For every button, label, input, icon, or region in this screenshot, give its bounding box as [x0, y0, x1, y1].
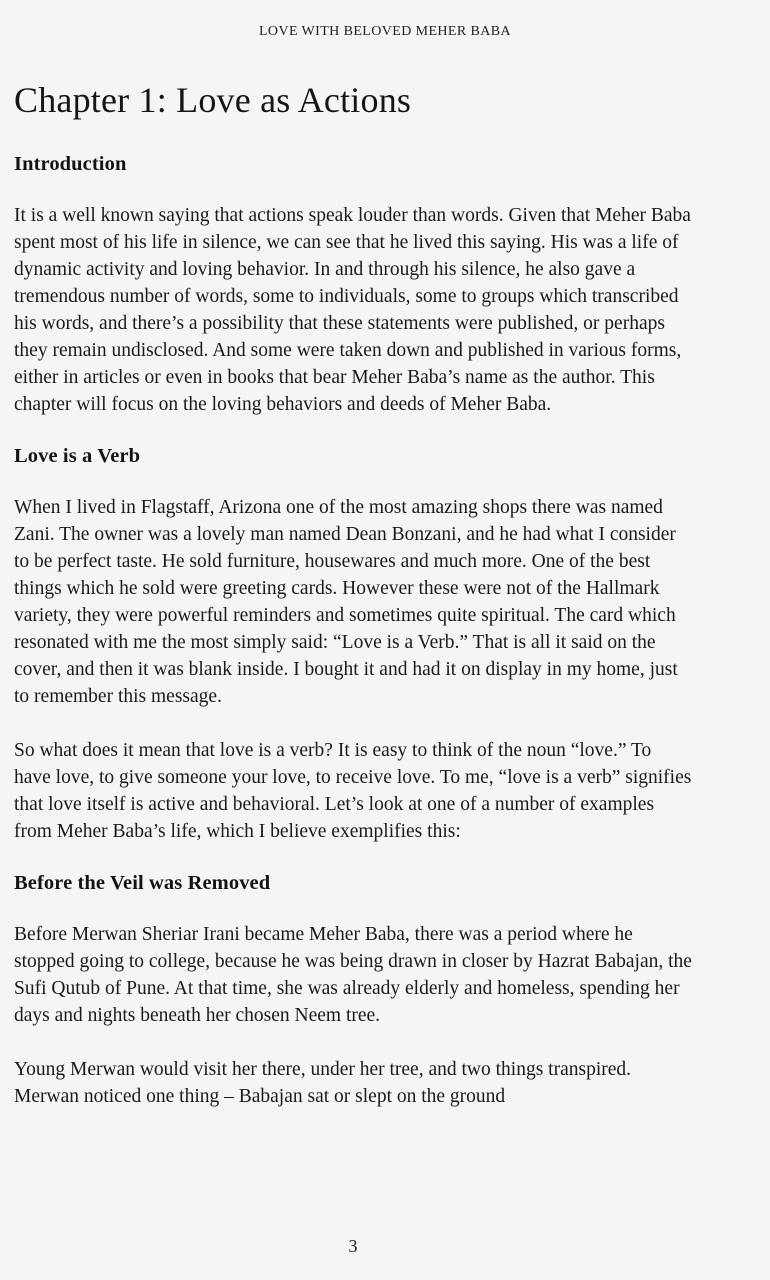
page-content — [14, 80, 692, 1110]
section-heading-introduction: Introduction — [14, 153, 127, 176]
section-heading-before-the-veil: Before the Veil was Removed — [14, 872, 271, 895]
paragraph: Young Merwan would visit her there, under her tree, and two things transpired. Merwan noticed one thing – Babajan sat or slept on the ground — [14, 1059, 632, 1108]
running-header: LOVE WITH BELOVED MEHER BABA — [258, 24, 512, 39]
page-number: 3 — [348, 1236, 358, 1256]
paragraph: So what does it mean that love is a verb? It is easy to think of the noun “love.” To have love, to give someone your love, to receive love. To me, “love is a verb” signifies that love itself is active and behavioral. Let’s look at one of a number of examples from Meher Baba’s life, which I believe exemplifies this: — [14, 740, 692, 843]
chapter-title: Chapter 1: Love as Actions — [14, 80, 412, 120]
paragraph: Before Merwan Sheriar Irani became Meher Baba, there was a period where he stopped going to college, because he was being drawn in closer by Hazrat Babajan, the Sufi Qutub of Pune. At that time, she was already elderly and homeless, spending her days and nights beneath her chosen Neem tree. — [14, 924, 692, 1027]
paragraph: When I lived in Flagstaff, Arizona one of the most amazing shops there was named Zani. The owner was a lovely man named Dean Bonzani, and he had what I consider to be perfect taste. He sold furniture, housewares and much more. One of the best things which he sold were greeting cards. However these were not of the Hallmark variety, they were powerful reminders and sometimes quite spiritual. The card which resonated with me the most simply said: “Love is a Verb.” That is all it said on the cover, and then it was blank inside. I bought it and had it on display in my home, just to remember this message. — [14, 497, 678, 708]
paragraph: It is a well known saying that actions speak louder than words. Given that Meher Baba spent most of his life in silence, we can see that he lived this saying. His was a life of dynamic activity and loving behavior. In and through his silence, he also gave a tremendous number of words, some to individuals, some to groups which transcribed his words, and there’s a possibility that these statements were published, or perhaps they remain undisclosed. And some were taken down and published in various forms, either in articles or even in books that bear Meher Baba’s name as the author. This chapter will focus on the loving behaviors and deeds of Meher Baba. — [14, 205, 691, 416]
section-heading-love-is-a-verb: Love is a Verb — [14, 445, 141, 468]
